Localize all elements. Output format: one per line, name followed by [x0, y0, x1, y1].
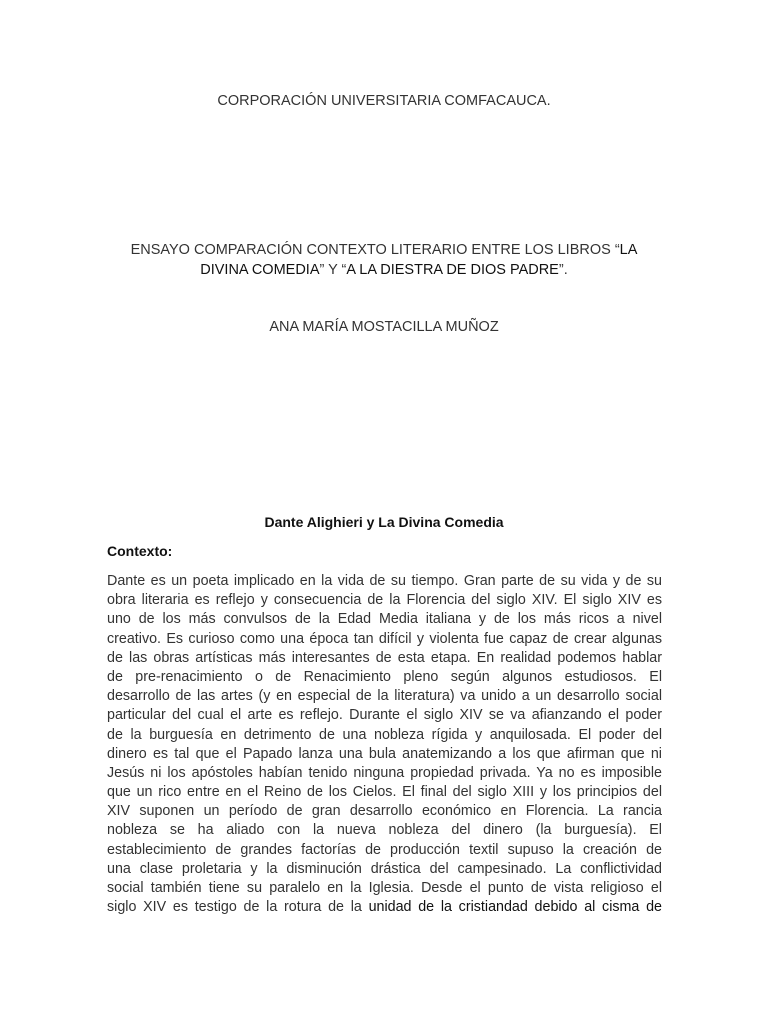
body-line: una clase proletaria y la disminución drástica del campesinado. La conflictividad — [107, 860, 662, 877]
body-paragraph — [107, 572, 662, 917]
title-book2: A LA DIESTRA DE DIOS PADRE — [346, 262, 559, 278]
essay-title — [0, 240, 768, 280]
institution-name: CORPORACIÓN UNIVERSITARIA COMFACAUCA. — [217, 93, 551, 109]
context-label: Contexto: — [107, 543, 173, 559]
body-line: obra literaria es reflejo y consecuencia de la Florencia del siglo XIV. El siglo XIV es — [107, 592, 662, 609]
body-line: que un rico entre en el Reino de los Cielos. El final del siglo XIII y los principios del — [107, 784, 662, 801]
title-book1-end: DIVINA COMEDIA — [200, 262, 320, 278]
last-line-highlight: unidad de la cristiandad debido al cisma de — [368, 899, 663, 916]
body-line-last — [107, 898, 662, 917]
body-line: creativo. Es curioso como una época tan difícil y violenta fue capaz de crear algunas — [107, 630, 662, 647]
body-line: nobleza se ha aliado con la nueva nobleza del dinero (la burguesía). El — [107, 822, 662, 839]
body-line: dinero es tal que el Papado lanza una bula anatemizando a los que afirman que ni — [107, 745, 662, 762]
title-text-part2: ” Y “ — [319, 262, 347, 278]
body-line: social también tiene su paralelo en la Iglesia. Desde el punto de vista religioso el — [107, 880, 662, 896]
title-book1-start: LA — [619, 242, 638, 258]
body-line: establecimiento de grandes factorías de producción textil supuso la creación de — [107, 841, 662, 858]
body-line: de pre-renacimiento o de Renacimiento pleno según algunos estudiosos. El — [107, 668, 662, 685]
body-line: uno de los más convulsos de la Edad Media italiana y de los más ricos a nivel — [107, 611, 662, 628]
body-line: desarrollo de las artes (y en especial de la literatura) va unido a un desarrollo social — [107, 688, 662, 705]
title-text-part1: ENSAYO COMPARACIÓN CONTEXTO LITERARIO ENTRE LOS LIBROS “ — [130, 242, 620, 258]
section-heading: Dante Alighieri y La Divina Comedia — [264, 514, 504, 530]
body-line: de la burguesía en detrimento de una nobleza rígida y anquilosada. El poder del — [107, 726, 662, 743]
body-line: particular del cual el arte es reflejo. Durante el siglo XIV se va afianzando el poder — [107, 707, 662, 724]
body-line: Jesús ni los apóstoles habían tenido ninguna propiedad privada. Ya no es imposible — [107, 764, 662, 781]
body-line: Dante es un poeta implicado en la vida de su tiempo. Gran parte de su vida y de su — [107, 573, 662, 589]
last-line-normal: siglo XIV es testigo de la rotura de la — [107, 899, 369, 916]
body-line: de las obras artísticas más interesantes de esta etapa. En realidad podemos hablar — [107, 649, 662, 666]
title-text-part3: ”. — [558, 262, 568, 278]
body-line: XIV suponen un período de gran desarrollo económico en Florencia. La rancia — [107, 803, 662, 820]
author-name: ANA MARÍA MOSTACILLA MUÑOZ — [269, 319, 499, 335]
